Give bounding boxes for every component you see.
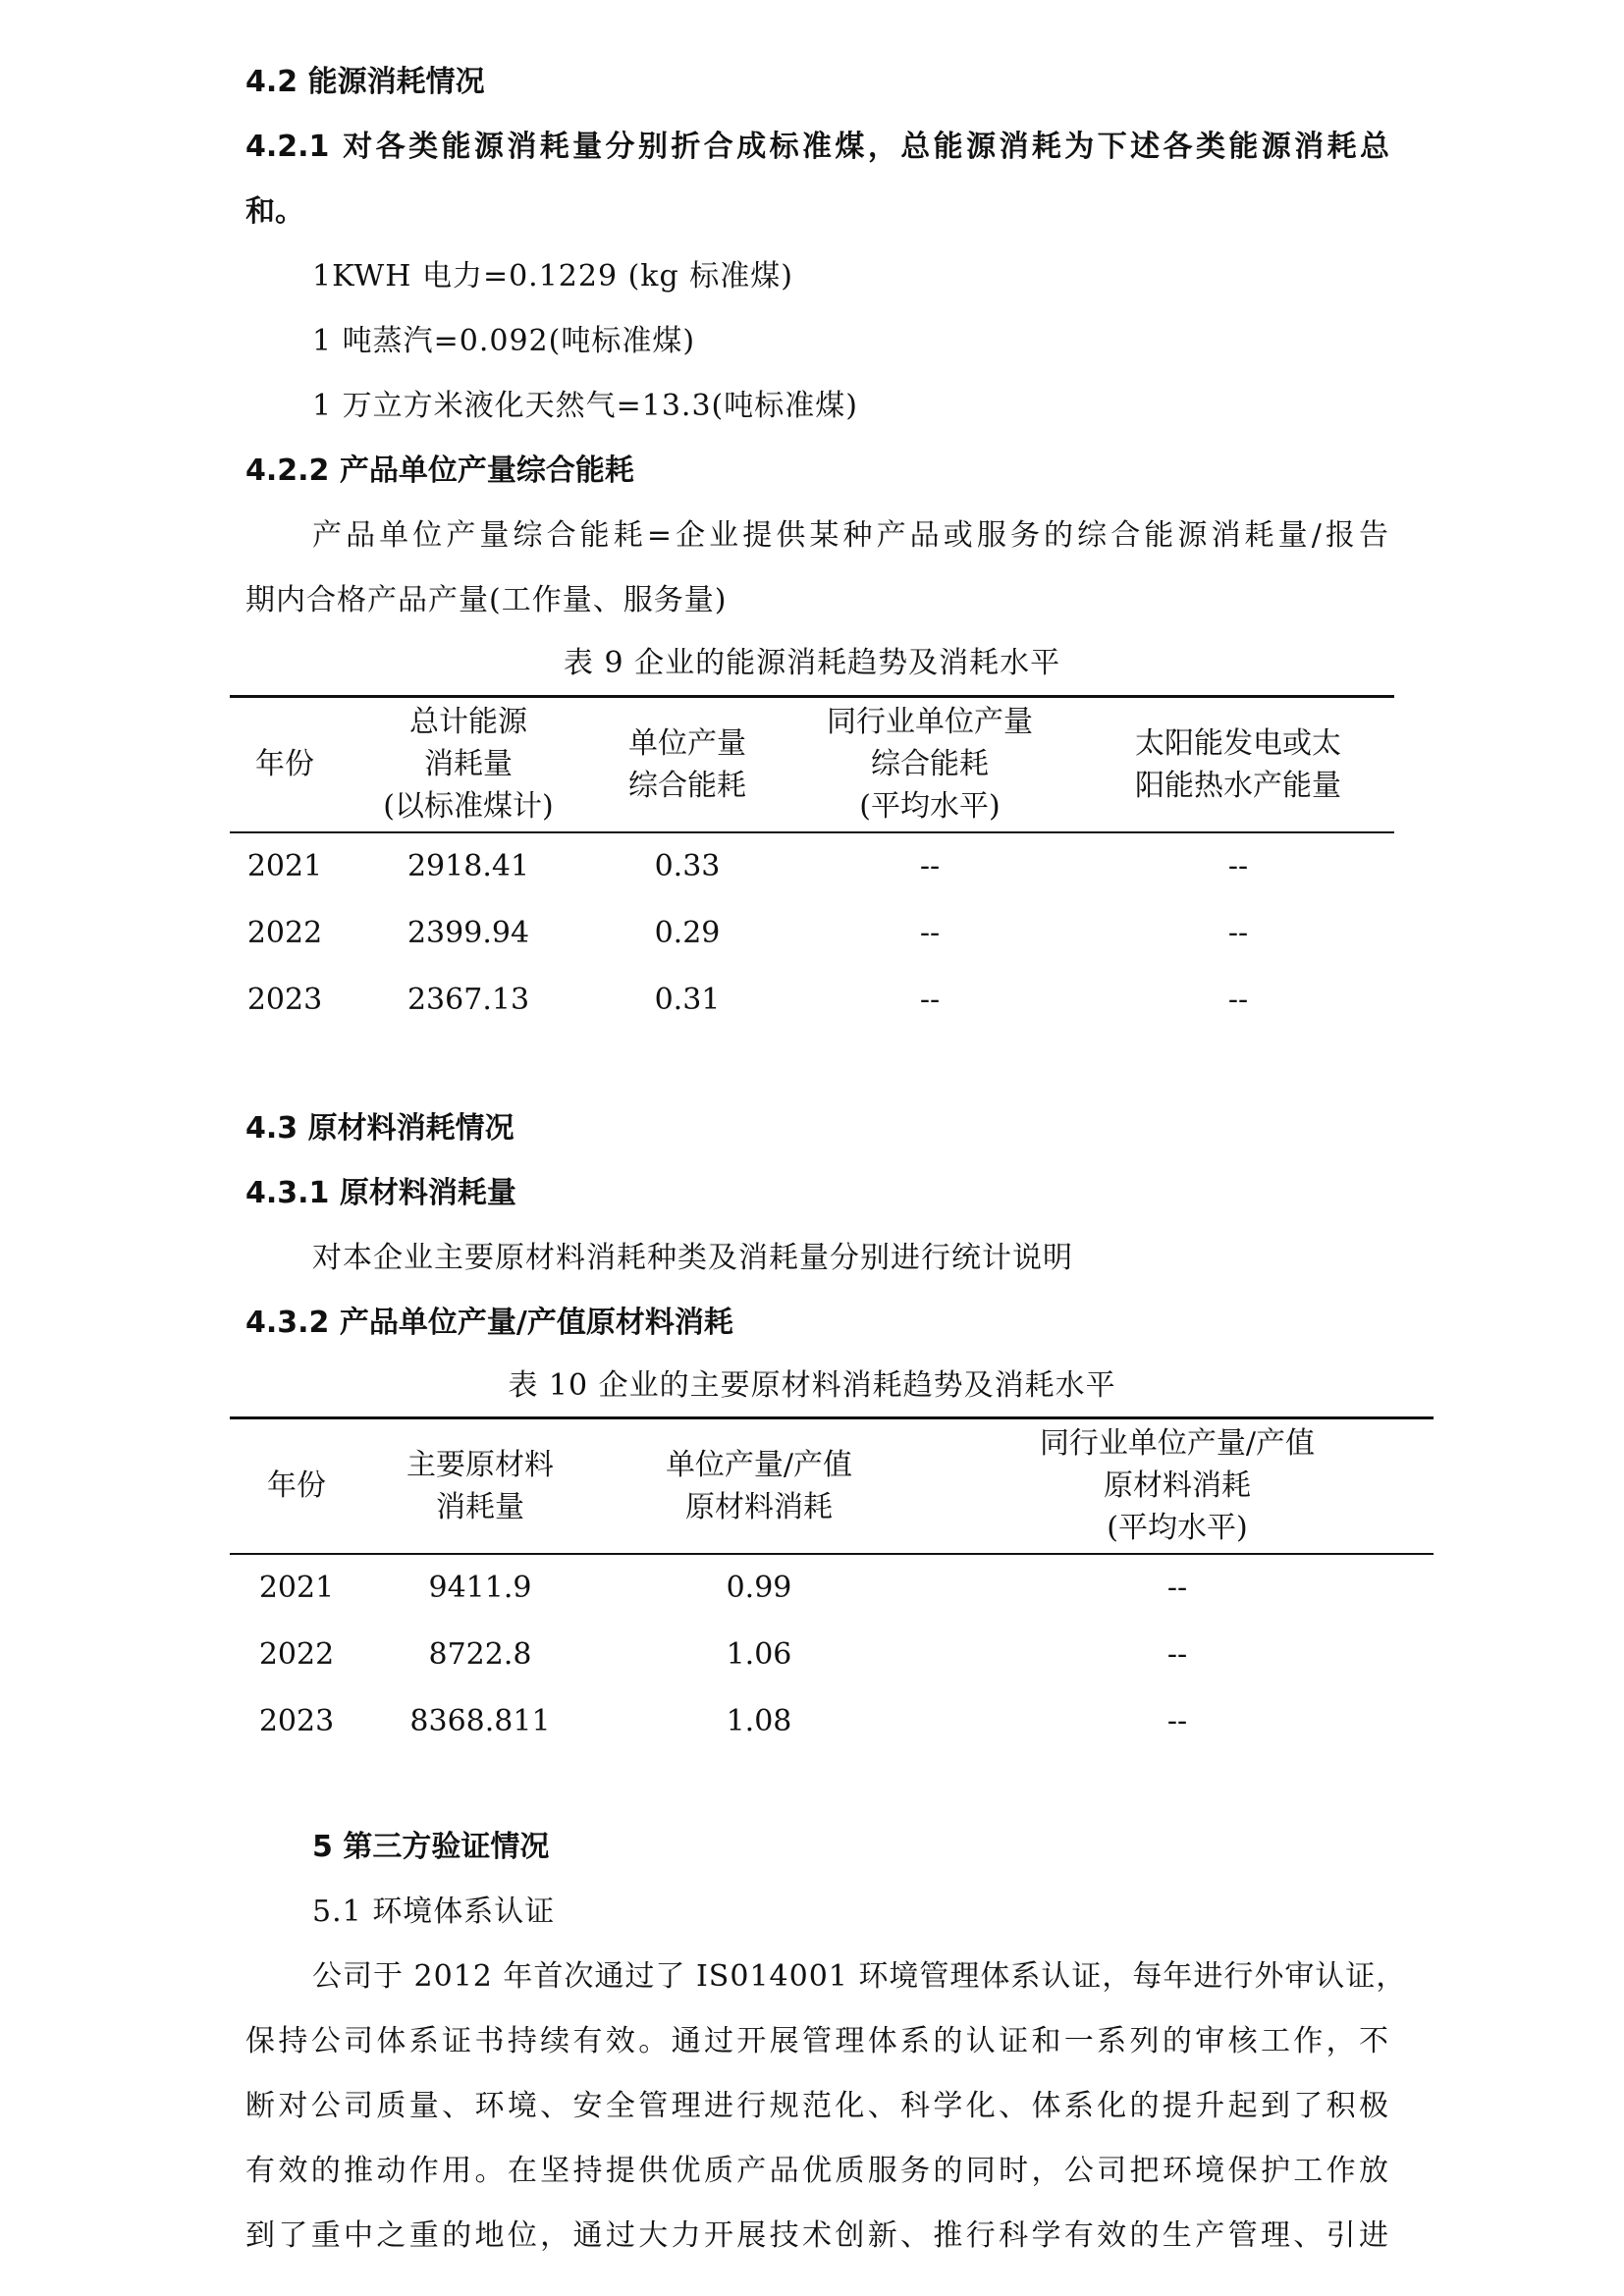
section-4-3-1-heading: 4.3.1 原材料消耗量 bbox=[245, 1176, 516, 1210]
section-4-2-1-heading-line1: 4.2.1 对各类能源消耗量分别折合成标准煤，总能源消耗为下述各类能源消耗总 bbox=[245, 130, 1389, 164]
table-9-cell: 2918.41 bbox=[406, 849, 530, 883]
table-row bbox=[230, 1622, 1434, 1688]
table-10-cell: -- bbox=[1166, 1637, 1188, 1672]
table-9-header-row bbox=[230, 697, 1394, 832]
table-9-cell: 2022 bbox=[246, 916, 323, 950]
conversion-item-lng: 1 万立方米液化天然气=13.3(吨标准煤) bbox=[312, 389, 858, 423]
table-10-cell: -- bbox=[1166, 1704, 1188, 1738]
table-9-cell: -- bbox=[1227, 983, 1249, 1017]
section-5-1-para-line2: 保持公司体系证书持续有效。通过开展管理体系的认证和一系列的审核工作，不 bbox=[245, 2024, 1389, 2058]
table-9 bbox=[230, 695, 1394, 1034]
table-row bbox=[230, 1554, 1434, 1622]
table-10-header-unit-material: 单位产量/产值 原材料消耗 bbox=[665, 1447, 853, 1524]
table-10-cell: 2023 bbox=[258, 1704, 335, 1738]
table-9-header-solar: 太阳能发电或太 阳能热水产能量 bbox=[1135, 725, 1341, 803]
section-4-2-1-heading-line2: 和。 bbox=[245, 194, 304, 229]
table-10-cell: 9411.9 bbox=[428, 1571, 532, 1605]
section-5-1-para-line5: 到了重中之重的地位，通过大力开展技术创新、推行科学有效的生产管理、引进 bbox=[245, 2218, 1389, 2253]
table-9-cell: 0.29 bbox=[654, 916, 721, 950]
section-5-1-para-line3: 断对公司质量、环境、安全管理进行规范化、科学化、体系化的提升起到了积极 bbox=[245, 2089, 1389, 2123]
table-10-cell: 8368.811 bbox=[409, 1704, 551, 1738]
table-10-cell: 1.08 bbox=[726, 1704, 792, 1738]
table-row bbox=[230, 900, 1394, 967]
table-9-header-unit-energy: 单位产量 综合能耗 bbox=[628, 725, 746, 803]
table-10-cell: 8722.8 bbox=[428, 1637, 532, 1672]
table-9-cell: -- bbox=[1227, 916, 1249, 950]
table-9-header-year: 年份 bbox=[255, 747, 314, 782]
section-4-3-1-para: 对本企业主要原材料消耗种类及消耗量分别进行统计说明 bbox=[312, 1241, 1073, 1275]
table-10-cell: -- bbox=[1166, 1571, 1188, 1605]
table-10-cell: 1.06 bbox=[726, 1637, 792, 1672]
table-10-header-industry-avg: 同行业单位产量/产值 原材料消耗 (平均水平) bbox=[1039, 1426, 1316, 1546]
table-9-cell: -- bbox=[919, 916, 941, 950]
table-10-cell: 0.99 bbox=[726, 1571, 792, 1605]
table-9-cell: -- bbox=[919, 983, 941, 1017]
table-9-cell: 2023 bbox=[246, 983, 323, 1017]
table-10-cell: 2021 bbox=[258, 1571, 335, 1605]
table-10-cell: 2022 bbox=[258, 1637, 335, 1672]
conversion-item-electricity: 1KWH 电力=0.1229 (kg 标准煤) bbox=[312, 259, 793, 294]
table-10 bbox=[230, 1416, 1434, 1755]
section-4-3-2-heading: 4.3.2 产品单位产量/产值原材料消耗 bbox=[245, 1306, 733, 1340]
table-10-header-year: 年份 bbox=[267, 1468, 326, 1504]
table-10-header-material: 主要原材料 消耗量 bbox=[406, 1447, 554, 1524]
table-9-cell: 0.31 bbox=[654, 983, 721, 1017]
table-10-header-row bbox=[230, 1418, 1434, 1554]
section-4-2-2-para-line1: 产品单位产量综合能耗=企业提供某种产品或服务的综合能源消耗量/报告 bbox=[312, 518, 1389, 553]
table-row bbox=[230, 1688, 1434, 1755]
table-9-cell: 0.33 bbox=[654, 849, 721, 883]
table-9-caption: 表 9 企业的能源消耗趋势及消耗水平 bbox=[563, 646, 1061, 680]
table-9-cell: 2367.13 bbox=[406, 983, 530, 1017]
table-10-caption: 表 10 企业的主要原材料消耗趋势及消耗水平 bbox=[508, 1368, 1116, 1403]
section-5-heading: 5 第三方验证情况 bbox=[312, 1830, 550, 1864]
table-9-header-industry-avg: 同行业单位产量 综合能耗 (平均水平) bbox=[827, 705, 1033, 825]
section-4-2-2-para-line2: 期内合格产品产量(工作量、服务量) bbox=[245, 583, 728, 617]
table-row bbox=[230, 967, 1394, 1034]
section-5-1-para-line4: 有效的推动作用。在坚持提供优质产品优质服务的同时，公司把环境保护工作放 bbox=[245, 2154, 1389, 2188]
table-9-cell: 2021 bbox=[246, 849, 323, 883]
conversion-item-steam: 1 吨蒸汽=0.092(吨标准煤) bbox=[312, 324, 696, 358]
section-4-2-heading: 4.2 能源消耗情况 bbox=[245, 65, 485, 99]
table-9-cell: 2399.94 bbox=[406, 916, 530, 950]
section-4-2-2-heading: 4.2.2 产品单位产量综合能耗 bbox=[245, 454, 634, 488]
section-5-1-heading: 5.1 环境体系认证 bbox=[312, 1895, 556, 1929]
table-9-header-total-energy: 总计能源 消耗量 (以标准煤计) bbox=[383, 705, 554, 825]
table-9-cell: -- bbox=[1227, 849, 1249, 883]
section-5-1-para-line1: 公司于 2012 年首次通过了 IS014001 环境管理体系认证，每年进行外审认证， bbox=[312, 1959, 1407, 1994]
section-4-3-heading: 4.3 原材料消耗情况 bbox=[245, 1111, 514, 1146]
table-9-cell: -- bbox=[919, 849, 941, 883]
table-row bbox=[230, 832, 1394, 900]
